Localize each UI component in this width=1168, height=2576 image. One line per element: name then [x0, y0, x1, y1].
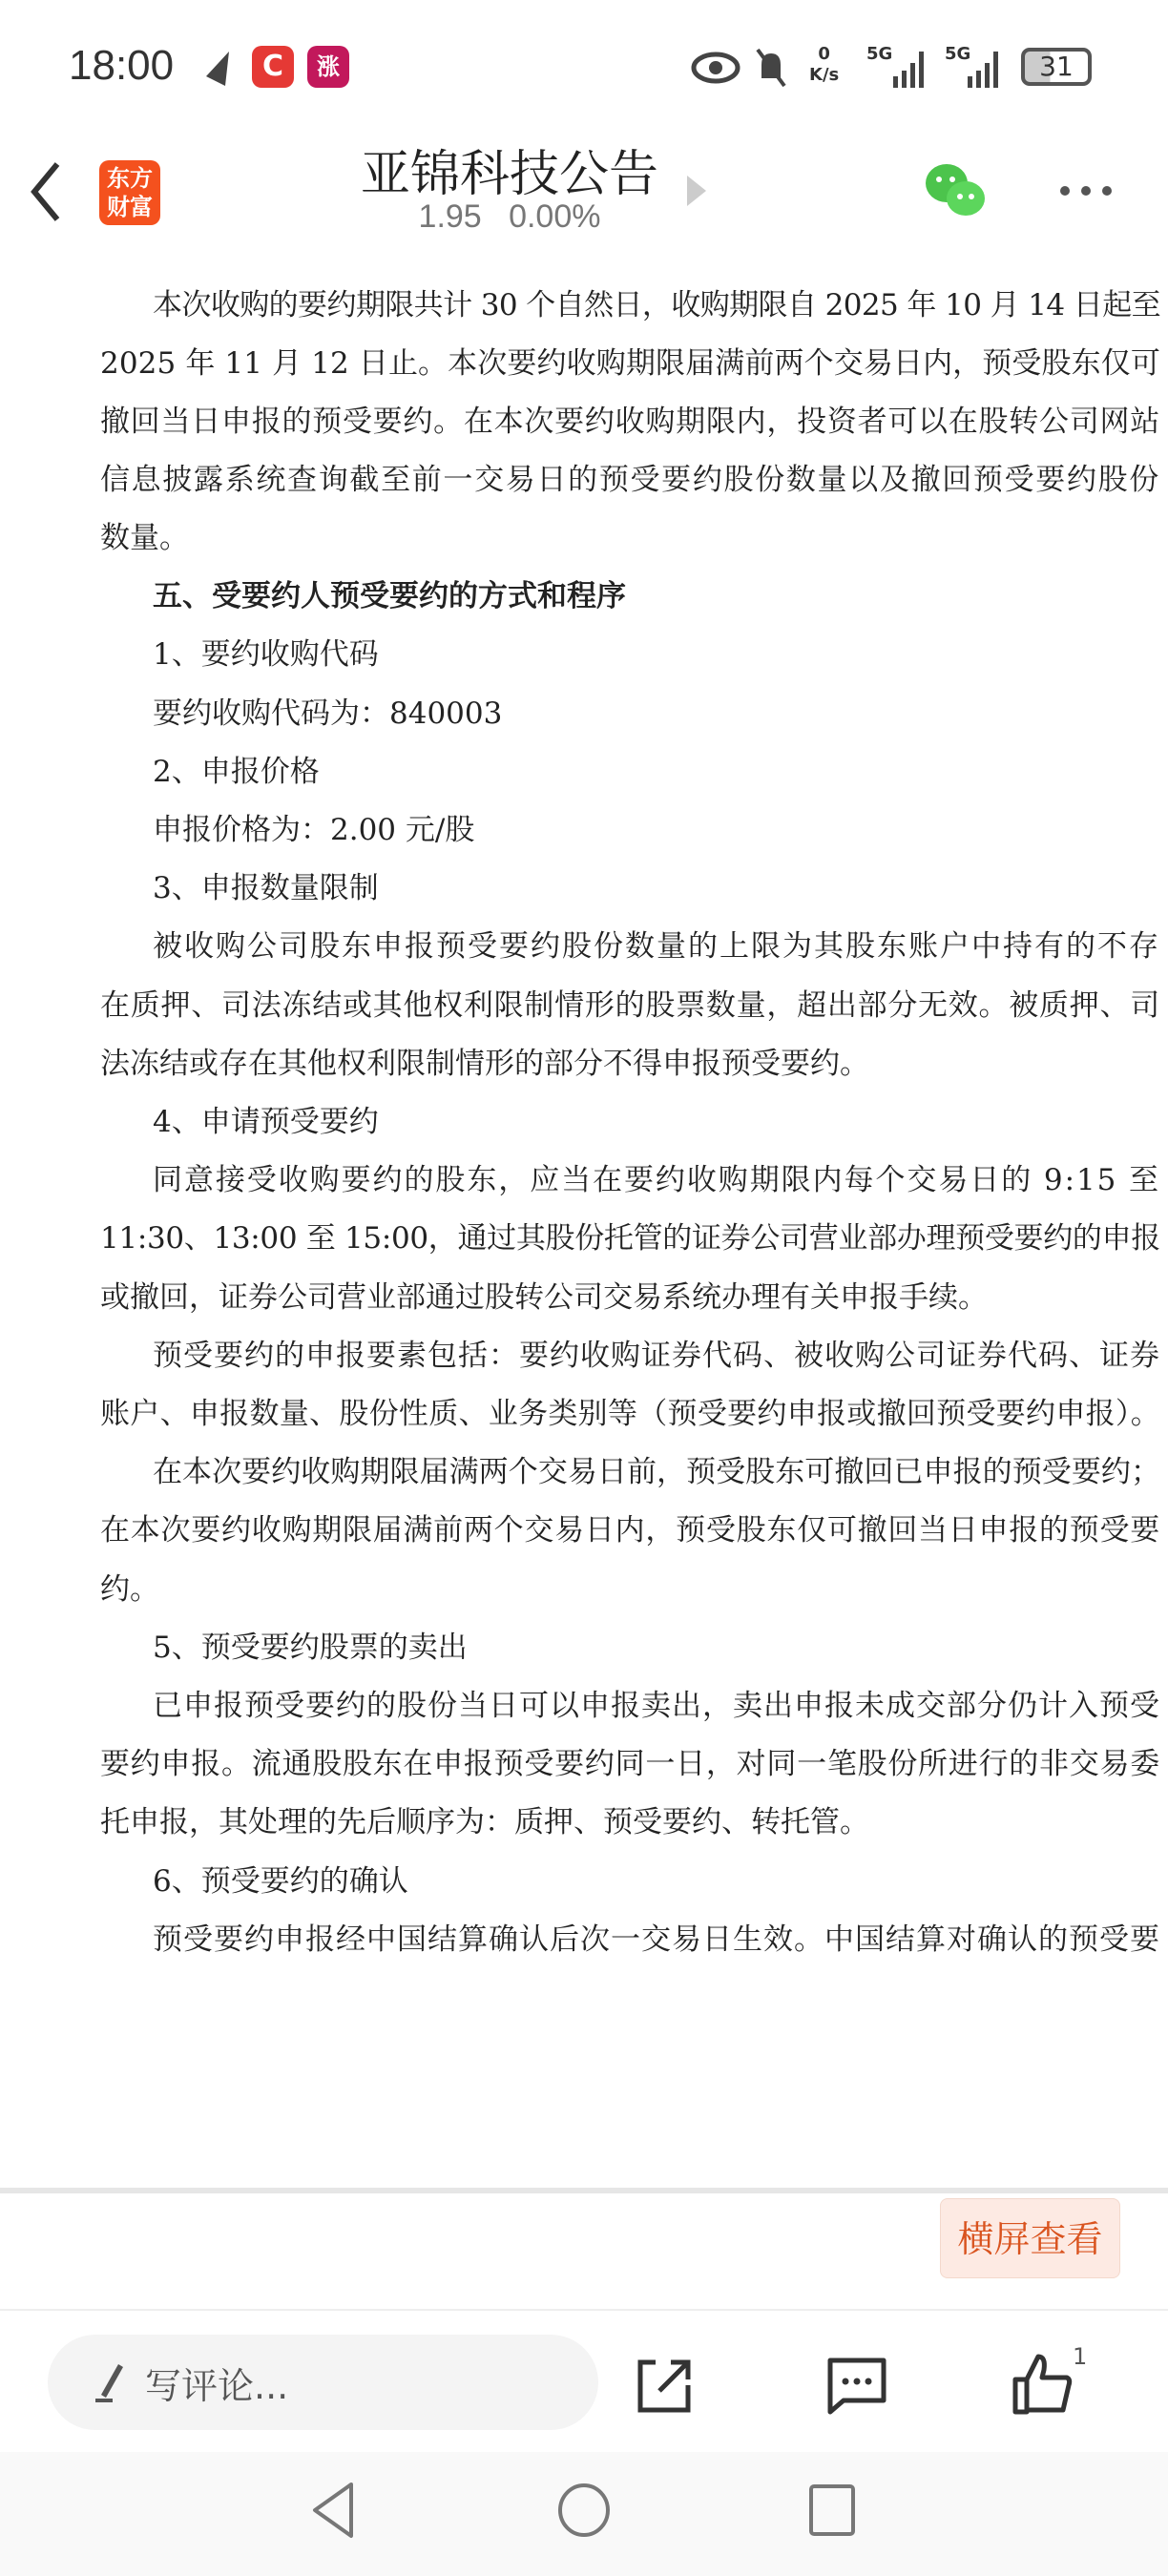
- app-header: [0, 134, 1168, 258]
- signal-icon-2: [962, 48, 1010, 90]
- text-line: 在本次要约收购期限届满两个交易日前，预受股东可撤回已申报的预受要约；: [153, 1455, 1161, 1489]
- text-line: 撤回当日申报的预受要约。在本次要约收购期限内，投资者可以在股转公司网站: [100, 405, 1161, 439]
- subheading: 2、申报价格: [153, 755, 320, 789]
- comment-icon[interactable]: [826, 2357, 887, 2418]
- text-line: 本次收购的要约期限共计 30 个自然日，收购期限自 2025 年 10 月 14 日起至: [153, 288, 1161, 322]
- text-line: 在本次要约收购期限届满前两个交易日内，预受股东仅可撤回当日申报的预受要: [100, 1513, 1161, 1548]
- subheading: 3、申报数量限制: [153, 871, 379, 905]
- net-speed-value: 0: [818, 44, 830, 64]
- net-speed: [809, 44, 839, 86]
- text-line: 法冻结或存在其他权利限制情形的部分不得申报预受要约。: [100, 1047, 869, 1081]
- text-line: 约。: [100, 1572, 159, 1607]
- text-line: 要约申报。流通股股东在申报预受要约同一日，对同一笔股份所进行的非交易委: [100, 1747, 1161, 1781]
- text-line: 已申报预受要约的股份当日可以申报卖出，卖出申报未成交部分仍计入预受: [153, 1689, 1160, 1723]
- battery-icon: [1021, 48, 1092, 86]
- eye-icon: [691, 52, 740, 84]
- text-line: 同意接受收购要约的股东，应当在要约收购期限内每个交易日的 9:15 至: [153, 1163, 1160, 1197]
- status-time: 18:00: [69, 42, 175, 89]
- subheading: 5、预受要约股票的卖出: [153, 1631, 468, 1665]
- text-line: 信息披露系统查询截至前一交易日的预受要约股份数量以及撤回预受要约股份: [100, 463, 1160, 497]
- share-icon[interactable]: [635, 2357, 694, 2416]
- signal-label-2: 5G: [945, 44, 971, 64]
- text-line: 要约收购代码为：840003: [153, 696, 503, 731]
- text-line: 预受要约的申报要素包括：要约收购证券代码、被收购公司证券代码、证券: [153, 1339, 1160, 1373]
- nav-back-icon[interactable]: [309, 2481, 357, 2540]
- mute-bell-icon: [754, 46, 788, 90]
- landscape-view-button[interactable]: 横屏查看: [940, 2198, 1120, 2278]
- text-line: 或撤回，证券公司营业部通过股转公司交易系统办理有关申报手续。: [100, 1280, 988, 1315]
- comment-input[interactable]: [48, 2335, 598, 2430]
- system-nav-bar: [0, 2452, 1168, 2576]
- battery-level: 31: [1039, 51, 1074, 82]
- feather-app-icon: [200, 48, 239, 90]
- wechat-share-icon[interactable]: [922, 158, 991, 225]
- subheading: 1、要约收购代码: [153, 637, 379, 672]
- text-line: 2025 年 11 月 12 日止。本次要约收购期限届满前两个交易日内，预受股东仅可: [100, 346, 1161, 381]
- stock-price: 1.95: [418, 198, 482, 235]
- pencil-icon: [92, 2360, 130, 2404]
- c-app-icon: C: [252, 46, 294, 88]
- subheading: 6、预受要约的确认: [153, 1864, 408, 1899]
- text-line: 在质押、司法冻结或其他权利限制情形的股票数量，超出部分无效。被质押、司: [100, 988, 1161, 1023]
- nav-recents-icon[interactable]: [807, 2483, 857, 2538]
- like-thumbs-up-icon[interactable]: [1012, 2353, 1074, 2416]
- bottom-action-bar: [0, 2309, 1168, 2452]
- comment-placeholder: 写评论...: [145, 2364, 289, 2407]
- logo-text-2: 财富: [107, 194, 153, 220]
- text-line: 数量。: [100, 521, 189, 555]
- text-line: 托申报，其处理的先后顺序为：质押、预受要约、转托管。: [100, 1805, 869, 1839]
- page-title: 亚锦科技公告: [360, 146, 658, 203]
- expand-triangle-icon[interactable]: [685, 174, 710, 208]
- text-line: 申报价格为：2.00 元/股: [153, 813, 475, 847]
- stock-change: 0.00%: [509, 198, 601, 235]
- net-speed-unit: K/s: [809, 65, 840, 85]
- nav-home-icon[interactable]: [556, 2481, 612, 2540]
- logo-text-1: 东方: [107, 165, 153, 192]
- like-count: 1: [1073, 2343, 1088, 2370]
- signal-icon-1: [887, 48, 935, 90]
- text-line: 账户、申报数量、股份性质、业务类别等（预受要约申报或撤回预受要约申报）。: [100, 1397, 1161, 1431]
- content-divider: [0, 2188, 1168, 2193]
- section-heading: 五、受要约人预受要约的方式和程序: [153, 579, 626, 613]
- signal-label-1: 5G: [866, 44, 893, 64]
- status-bar: [0, 38, 1168, 95]
- stock-quote: [0, 198, 1019, 236]
- zhang-app-icon: 涨: [307, 46, 349, 88]
- more-icon[interactable]: [1057, 183, 1115, 198]
- text-line: 预受要约申报经中国结算确认后次一交易日生效。中国结算对确认的预受要: [153, 1922, 1160, 1957]
- text-line: 11:30、13:00 至 15:00，通过其股份托管的证券公司营业部办理预受要约的申报: [100, 1221, 1160, 1256]
- subheading: 4、申请预受要约: [153, 1105, 379, 1139]
- text-line: 被收购公司股东申报预受要约股份数量的上限为其股东账户中持有的不存: [153, 929, 1160, 964]
